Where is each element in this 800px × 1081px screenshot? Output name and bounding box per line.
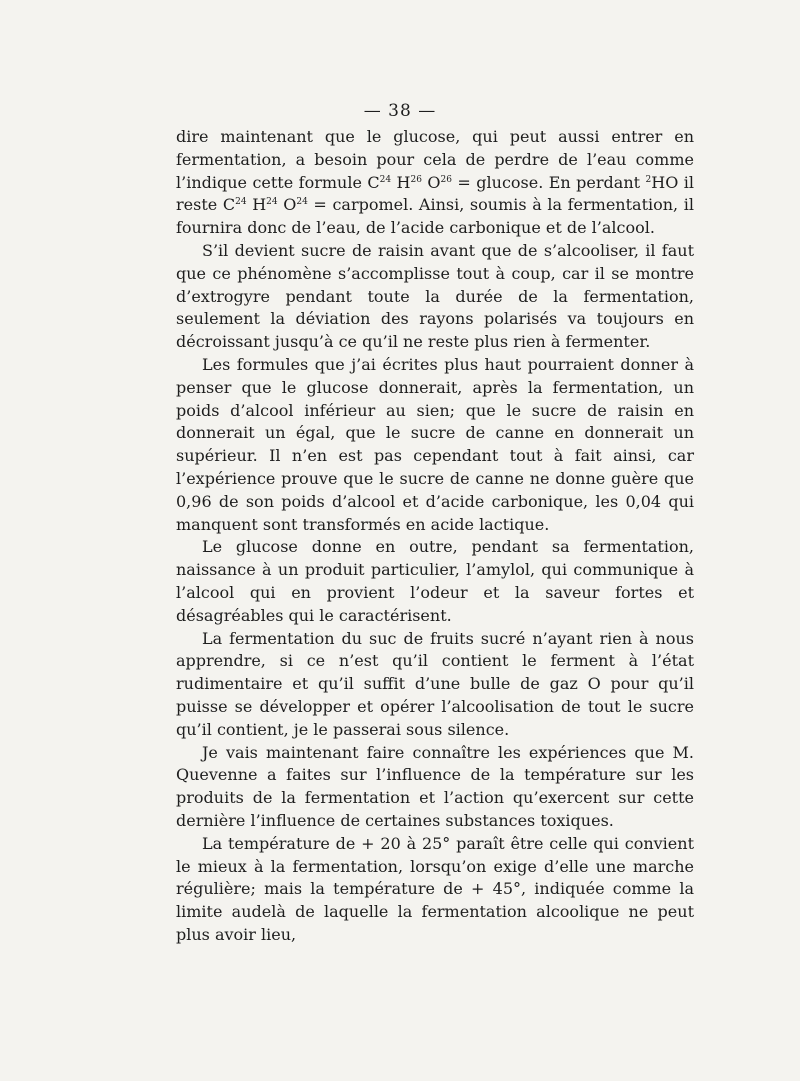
paragraph-4: Le glucose donne en outre, pendant sa fermentation, naissance à un produit particulier, l’amylol, qui communique à l’alcool qui en provient l’odeur et la saveur fortes et désagréables qui le caractérisent. <box>176 537 694 625</box>
paragraph-5: La fermentation du suc de fruits sucré n’ayant rien à nous apprendre, si ce n’est qu’il contient le ferment à l’état rudimentaire et qu’il suffit d’une bulle de gaz O pour qu’il puisse se développer et opérer l’alcoolisation de tout le sucre qu’il contient, je le passerai sous silence. <box>176 628 694 739</box>
formula-glucose: $C^{24}$ $H^{26}$ $O^{26}$ <box>367 172 452 192</box>
body-text <box>176 126 694 947</box>
paragraph-3: Les formules que j’ai écrites plus haut pourraient donner à penser que le glucose donnerait, après la fermentation, un poids d’alcool inférieur au sien; que le sucre de raisin en donnerait un égal, que le sucre de canne en donnerait un supérieur. Il n’en est pas cependant tout à fait ainsi, car l’expérience prouve que le sucre de canne ne donne guère que 0,96 de son poids d’alcool et d’acide carbonique, les 0,04 qui manquent sont transformés en acide lactique. <box>176 354 694 534</box>
p1-text-a: dire maintenant que le glucose, qui peut aussi entrer en fermentation, a besoin pour cela de perdre de l’eau comme l’indique cette formule <box>176 127 694 192</box>
formula-water: $^2$HO <box>645 172 679 192</box>
formula-carpomel: $C^{24}$ $H^{24}$ $O^{24}$ <box>222 195 308 215</box>
paragraph-7: La température de + 20 à 25° paraît être celle qui convient le mieux à la fermentation, lorsqu’on exige d’elle une marche régulière; mais la température de + 45°, indiquée comme la limite audelà de laquelle la fermentation alcoolique ne peut plus avoir lieu, <box>176 833 694 944</box>
p1-text-b: = glucose. En perdant <box>457 172 641 192</box>
paragraph-1 <box>176 126 694 240</box>
p1-text-d: = carpomel. Ainsi, soumis à la fermentation, il fournira donc de l’eau, de l’acide carbonique et de l’alcool. <box>176 195 694 238</box>
paragraph-2: S’il devient sucre de raisin avant que de s’alcooliser, il faut que ce phénomène s’accomplisse tout à coup, car il se montre d’extrogyre pendant toute la durée de la fermentation, seulement la déviation des rayons polarisés va toujours en décroissant jusqu’à ce qu’il ne reste plus rien à fermenter. <box>176 240 694 352</box>
page-number: — 38 — <box>363 101 437 121</box>
p1-text-c: il reste <box>176 172 694 215</box>
paragraph-6: Je vais maintenant faire connaître les expériences que M. Quevenne a faites sur l’influence de la température sur les produits de la fermentation et l’action qu’exercent sur cette dernière l’influence de certaines substances toxiques. <box>176 742 694 830</box>
